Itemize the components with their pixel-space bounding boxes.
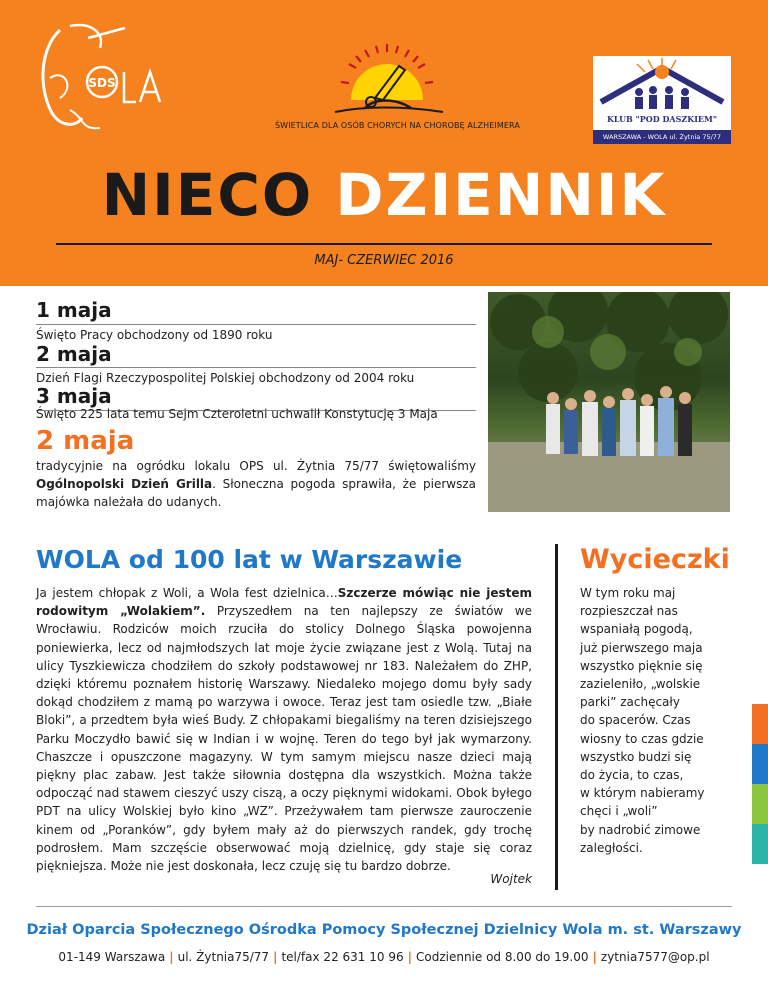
separator: |: [407, 950, 412, 964]
footer-phone: tel/fax 22 631 10 96: [281, 950, 404, 964]
accent-bar: [752, 704, 768, 744]
article-highlight: Szczerze mówiąc nie jestem rodowitym „Wolakiem”.: [36, 586, 533, 619]
article-signature: Wojtek: [490, 872, 532, 886]
accent-bar: [752, 824, 768, 864]
trips-line: by nadrobić zimowe: [580, 822, 701, 837]
holiday-desc: Święto 225 lata temu Sejm Czteroletni uchwalił Konstytucję 3 Maja: [36, 407, 438, 421]
article-body: [36, 584, 532, 875]
trips-line: zaległości.: [580, 840, 643, 855]
sds-text: SDS: [88, 76, 116, 90]
sun-logo-caption: ŚWIETLICA DLA OSÓB CHORYCH NA CHOROBĘ ALZHEIMERA: [275, 121, 520, 130]
footer-contact: [0, 950, 768, 964]
club-address: WARSZAWA - WOLA ul. Żytnia 75/77: [593, 130, 731, 144]
article-intro: Ja jestem chłopak z Woli, a Wola fest dzielnica…: [36, 586, 338, 600]
group-photo-image: [488, 292, 730, 512]
trips-line: rozpieszczał nas: [580, 604, 678, 619]
holiday-date: 3 maja: [36, 384, 112, 408]
holiday-desc: Dzień Flagi Rzeczypospolitej Polskiej obchodzony od 2004 roku: [36, 371, 415, 385]
trips-body: [580, 584, 730, 857]
wola-sds-logo: [30, 18, 170, 138]
club-house-icon: [593, 56, 731, 130]
grill-date: 2 maja: [36, 426, 135, 456]
article-text: Przyszedłem na ten najlepszy ze światów we Wrocławiu. Rodziców moich rzuciła do stolicy Dolnego Śląska powojenna poniewierka, lecz od najmłodszych lat moje życie związane jest z Wolą. Tutaj na ulicy Tyszkiewicza chodziłem do szkoły podstawowej nr 183. Należałem do ZHP, dzięki któremu poznałem historię Warszawy. Niedaleko mojego domu były sady dokąd chodziłem z mamą po warzywa i owoce. Teraz jest tam osiedle tzw. „Białe Bloki”, a przedtem była wieś Budy. Z chłopakami biegaliśmy na teren dzisiejszego Parku Moczydło bawić się w Indian i w wojnę. Teren do tego był jak wymarzony. Chaszcze i opuszczone magazyny. W tym samym miejscu nasze dzieci mają piękny plac zabaw. Jest także siłownia dostępna dla wszystkich. Można także odpocząć nad stawem cieszyć uszy ciszą, a oczy pięknymi widokami. Obok byłego PDT na ulicy Wolskiej było kino „WZ”. Przeżywałem tam pierwsze zauroczenie kinem od „Poranków”, gdy byłem mały aż do pierwszych randek, gdy trochę podrosłem. Mam szczęście obserwować moją dzielnicę, gdy staje się coraz piękniejsza. Może nie jest doskonała, lecz czuję się tu bardzo dobrze.: [36, 604, 532, 874]
issue-date: MAJ- CZERWIEC 2016: [314, 253, 454, 268]
trips-line: wspaniałą pogodą,: [580, 622, 693, 637]
club-name: KLUB "POD DASZKIEM": [606, 114, 718, 124]
column-divider: [555, 544, 558, 890]
grill-text: tradycyjnie na ogródku lokalu OPS ul. Żytnia 75/77 świętowaliśmy: [36, 459, 476, 473]
footer-divider: [36, 906, 732, 907]
trips-line: W tym roku maj: [580, 586, 676, 600]
trips-line: chęci i „woli”: [580, 804, 658, 819]
divider: [36, 367, 476, 368]
title-word-1: NIECO: [101, 161, 314, 229]
accent-bar: [752, 744, 768, 784]
grill-text-end: . Słoneczna pogoda sprawiła, że pierwsza majówka należała do udanych.: [36, 477, 477, 509]
trips-line: w którym nabieramy: [580, 786, 705, 801]
masthead: [0, 0, 768, 286]
footer-email[interactable]: zytnia7577@op.pl: [600, 950, 710, 964]
sun-rocking-chair-logo: [325, 40, 450, 120]
footer-hours: Codziennie od 8.00 do 19.00: [415, 950, 589, 964]
title-word-2: DZIENNIK: [335, 161, 667, 229]
footer-organization: Dział Oparcia Społecznego Ośrodka Pomocy Społecznej Dzielnicy Wola m. st. Warszawy: [26, 922, 742, 938]
holiday-desc: Święto Pracy obchodzony od 1890 roku: [36, 328, 273, 342]
footer-street: ul. Żytnia75/77: [177, 950, 270, 964]
trips-line: zazieleniło, „wolskie: [580, 677, 701, 692]
trips-line: wiosny to czas gdzie: [580, 731, 704, 746]
footer-postcode: 01-149 Warszawa: [58, 950, 166, 964]
holiday-date: 1 maja: [36, 298, 112, 322]
divider: [36, 324, 476, 325]
accent-bar: [752, 784, 768, 824]
newsletter-title: [0, 160, 768, 230]
title-underline: [56, 243, 712, 245]
separator: |: [169, 950, 174, 964]
trips-line: wszystko pięknie się: [580, 658, 703, 673]
trips-title: Wycieczki: [580, 544, 730, 575]
holiday-date: 2 maja: [36, 342, 112, 366]
trips-line: parki” zachęcały: [580, 695, 680, 710]
separator: |: [273, 950, 278, 964]
trips-line: do spacerów. Czas: [580, 713, 691, 728]
trips-line: wszystko budzi się: [580, 749, 692, 764]
separator: |: [592, 950, 597, 964]
grill-paragraph: [36, 457, 476, 511]
club-pod-daszkiem-logo: [593, 56, 731, 144]
trips-line: do życia, to czas,: [580, 768, 684, 783]
article-title: WOLA od 100 lat w Warszawie: [36, 545, 463, 574]
trips-line: już pierwszego maja: [580, 640, 703, 655]
grill-highlight: Ogólnopolski Dzień Grilla: [36, 477, 213, 491]
group-photo: [488, 292, 730, 512]
